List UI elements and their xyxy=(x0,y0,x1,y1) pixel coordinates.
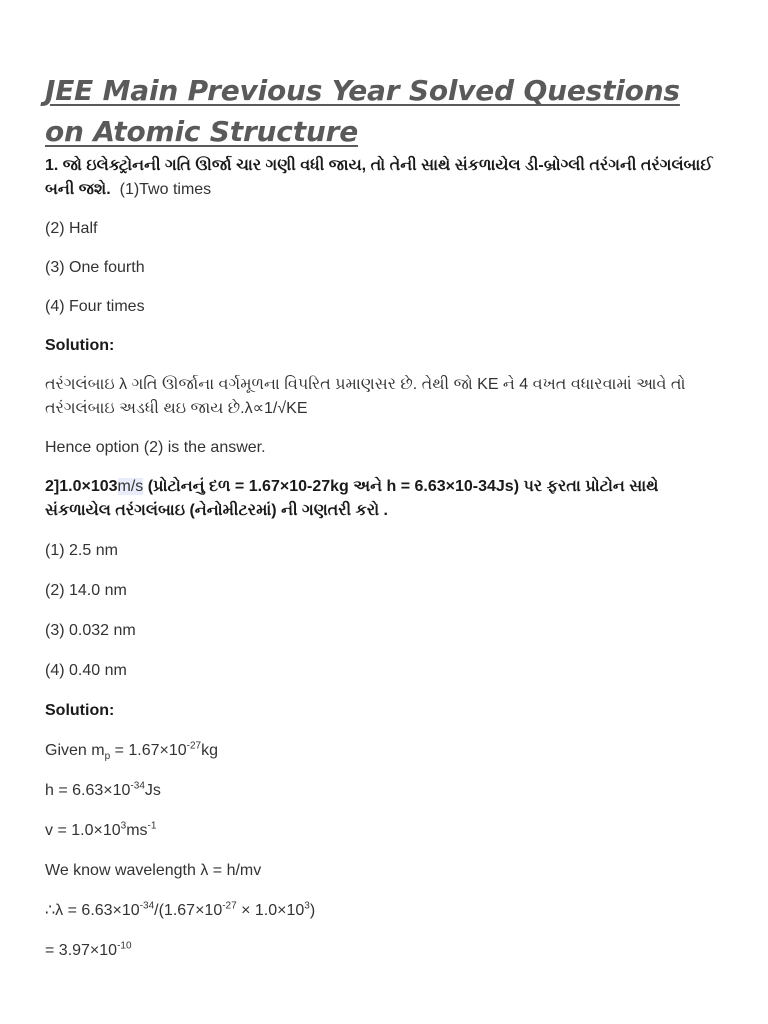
question-2-text: (પ્રોટોનનું દળ = 1.67×10-27kg અને h = 6.63×10-34Js) પર ફરતા પ્રોટોન સાથે સંકળાયેલ તરંગલંબાઇ (નેનોમીટરમાં) ની ગણતરી કરો . xyxy=(45,478,659,519)
question-2-option-3: (3) 0.032 nm xyxy=(45,622,136,639)
question-2-highlight: m/s xyxy=(117,478,144,495)
question-1-option-2: (2) Half xyxy=(45,220,98,237)
question-2-option-1: (1) 2.5 nm xyxy=(45,542,118,559)
question-1-solution-text: તરંગલંબાઇ λ ગતિ ઊર્જાના વર્ગમૂળના વિપરિત પ્રમાણસર છે. તેથી જો KE ને 4 વખત વધારવામાં આવે તો તરંગલંબાઇ અડધી થઇ જાય છે.λ∝1/√KE xyxy=(45,376,686,417)
question-1-option-3: (3) One fourth xyxy=(45,259,145,276)
question-2 xyxy=(45,475,728,523)
question-2-prefix: 2]1.0×103 xyxy=(45,478,118,495)
title-line-1: JEE Main Previous Year Solved Questions xyxy=(45,74,680,107)
question-1-text: 1. જો ઇલેક્ટ્રોનની ગતિ ઊર્જા ચાર ગણી વધી જાય, તો તેની સાથે સંકળાયેલ ડી-બ્રોગ્લી તરંગની તરંગલંબાઈ બની જશે. xyxy=(45,157,713,198)
question-2-option-2: (2) 14.0 nm xyxy=(45,582,127,599)
given-planck: $h = 6.63\times 10^{-34}Js$ xyxy=(45,780,161,799)
title-line-2: on Atomic Structure xyxy=(45,115,359,148)
wavelength-formula: We know wavelength λ = h/mv xyxy=(45,862,262,879)
given-mass: Given $m_p = 1.67\times 10^{-27}kg$ xyxy=(45,740,219,763)
wavelength-result: = $3.97\times 10^{-10}$ xyxy=(45,940,132,959)
question-1-option-4: (4) Four times xyxy=(45,298,145,315)
page-title xyxy=(45,70,728,152)
question-1-answer: Hence option (2) is the answer. xyxy=(45,439,266,456)
wavelength-calculation: ∴λ = $6.63\times 10^{-34}/(1.67\times 10^{-27} \times 1.0\times 10^3)$ xyxy=(45,900,316,919)
question-1-option-1: (1)Two times xyxy=(119,181,212,198)
question-2-option-4: (4) 0.40 nm xyxy=(45,662,127,679)
question-1 xyxy=(45,154,728,202)
question-2-solution-label: Solution: xyxy=(45,702,115,719)
given-velocity: $v = 1.0\times 10^3ms^{-1}$ xyxy=(45,820,157,839)
question-1-solution-label: Solution: xyxy=(45,337,115,354)
